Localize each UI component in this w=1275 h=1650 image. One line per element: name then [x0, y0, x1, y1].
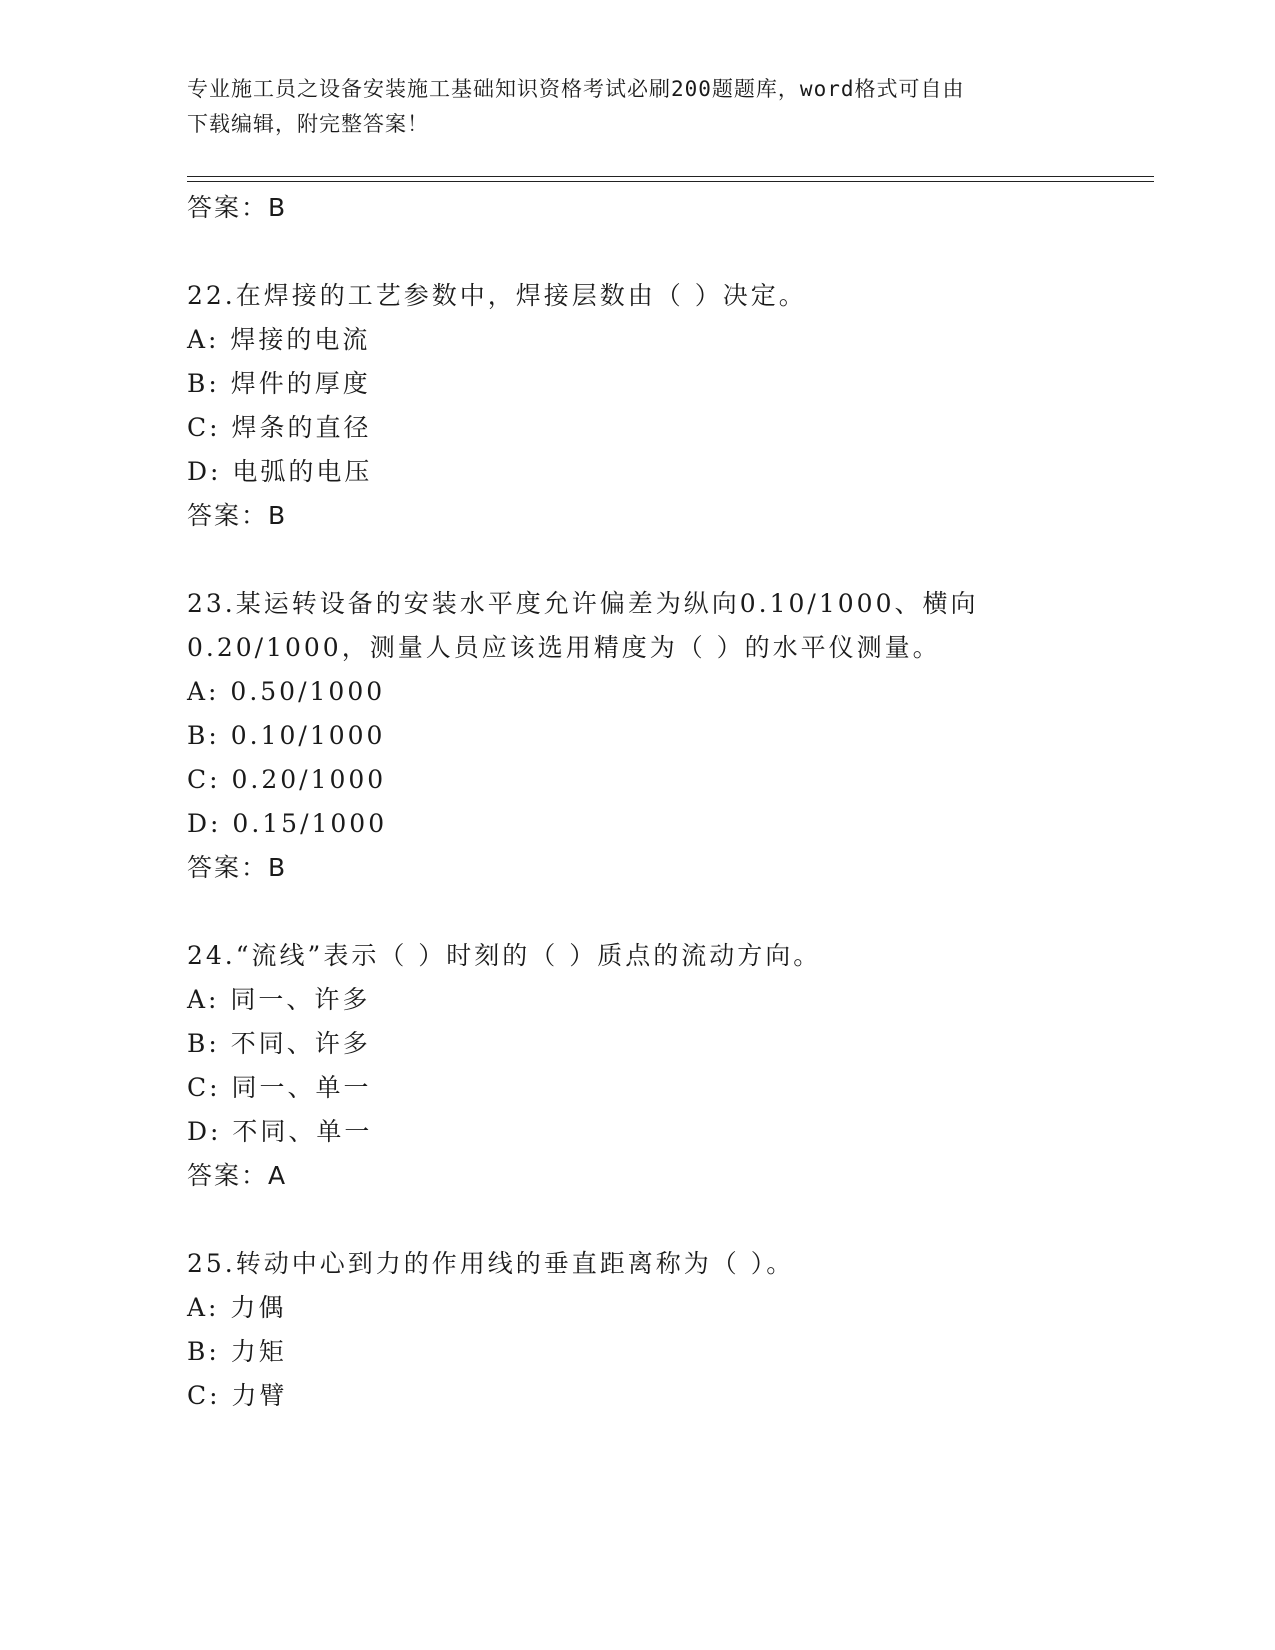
question-23-option-c: C: 0.20/1000	[187, 765, 387, 794]
question-22-option-a: A: 焊接的电流	[187, 325, 371, 354]
header-divider-top	[187, 176, 1154, 177]
question-22-option-c: C: 焊条的直径	[187, 413, 372, 442]
question-23-stem-line-1: 23.某运转设备的安装水平度允许偏差为纵向0.10/1000、横向	[187, 589, 979, 618]
header-line-2: 下载编辑，附完整答案！	[187, 112, 429, 136]
question-24-answer: 答案：A	[187, 1161, 288, 1190]
question-22-option-d: D: 电弧的电压	[187, 457, 373, 486]
question-25-stem: 25.转动中心到力的作用线的垂直距离称为（ ）。	[187, 1249, 795, 1278]
previous-answer: 答案：B	[187, 193, 288, 222]
question-23-answer: 答案：B	[187, 853, 288, 882]
question-22-stem: 22.在焊接的工艺参数中，焊接层数由（ ）决定。	[187, 281, 807, 310]
question-24-option-d: D: 不同、单一	[187, 1117, 373, 1146]
question-25-option-b: B: 力矩	[187, 1337, 287, 1366]
question-25-option-c: C: 力臂	[187, 1381, 288, 1410]
question-23-option-d: D: 0.15/1000	[187, 809, 388, 838]
question-22-option-b: B: 焊件的厚度	[187, 369, 371, 398]
question-23-option-b: B: 0.10/1000	[187, 721, 386, 750]
question-23-option-a: A: 0.50/1000	[187, 677, 386, 706]
header-divider-bottom	[187, 181, 1154, 182]
document-header	[187, 72, 1087, 142]
question-22-answer: 答案：B	[187, 501, 288, 530]
question-24-option-c: C: 同一、单一	[187, 1073, 372, 1102]
header-line-1: 专业施工员之设备安装施工基础知识资格考试必刷200题题库，word格式可自由	[187, 77, 965, 101]
question-25-option-a: A: 力偶	[187, 1293, 287, 1322]
question-24-option-b: B: 不同、许多	[187, 1029, 371, 1058]
question-23-stem-line-2: 0.20/1000，测量人员应该选用精度为（ ）的水平仪测量。	[187, 633, 941, 662]
question-24-stem: 24.“流线”表示（ ）时刻的（ ）质点的流动方向。	[187, 941, 822, 970]
question-24-option-a: A: 同一、许多	[187, 985, 371, 1014]
